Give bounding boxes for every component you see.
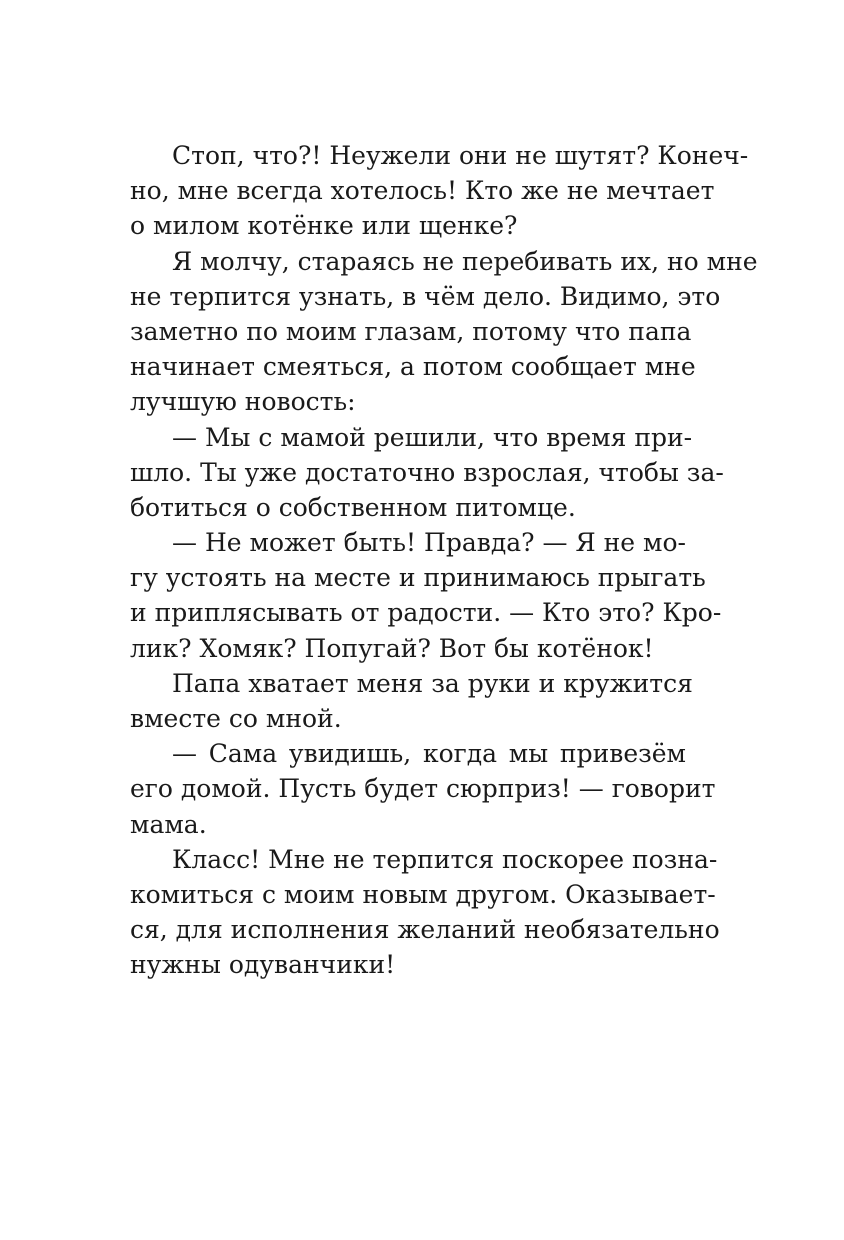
text-line: — Не может быть! Правда? — Я не мо- (172, 528, 686, 558)
text-line: начинает смеяться, а потом сообщает мне (130, 352, 696, 382)
text-line: — Сама увидишь, когда мы привезём (172, 739, 686, 769)
text-line: Папа хватает меня за руки и кружится (172, 668, 693, 698)
text-line: Стоп, что?! Неужели они не шутят? Конеч- (172, 141, 749, 170)
text-line: лучшую новость: (130, 387, 356, 417)
text-line: — Мы с мамой решили, что время при- (172, 422, 693, 452)
paragraph (130, 666, 693, 736)
paragraph (130, 736, 716, 842)
text-line: Класс! Мне не терпится поскорее позна- (172, 844, 718, 874)
text-line: ботиться о собственном питомце. (130, 492, 576, 522)
text-line: и приплясывать от радости. — Кто это? Кро- (130, 598, 722, 628)
paragraph (130, 842, 720, 983)
text-line: гу устоять на месте и принимаюсь прыгать (130, 563, 706, 593)
text-line: но, мне всегда хотелось! Кто же не мечтает (130, 176, 715, 206)
paragraph (130, 420, 724, 526)
text-line: нужны одуванчики! (130, 950, 396, 980)
text-line: его домой. Пусть будет сюрприз! — говорит (130, 774, 716, 804)
body-text (130, 138, 758, 983)
text-line: мама. (130, 809, 207, 839)
text-line: шло. Ты уже достаточно взрослая, чтобы за- (130, 457, 724, 487)
text-line: ся, для исполнения желаний необязательно (130, 915, 720, 945)
paragraph (130, 525, 722, 666)
text-line: комиться с моим новым другом. Оказывает- (130, 879, 716, 909)
text-line: вместе со мной. (130, 704, 342, 733)
paragraph (130, 244, 758, 420)
text-line: лик? Хомяк? Попугай? Вот бы котёнок! (130, 633, 654, 663)
text-line: Я молчу, стараясь не перебивать их, но мне (172, 246, 758, 276)
text-line: не терпится узнать, в чём дело. Видимо, это (130, 281, 721, 311)
text-line: заметно по моим глазам, потому что папа (130, 316, 692, 346)
paragraph (130, 138, 749, 244)
text-line: о милом котёнке или щенке? (130, 211, 518, 241)
